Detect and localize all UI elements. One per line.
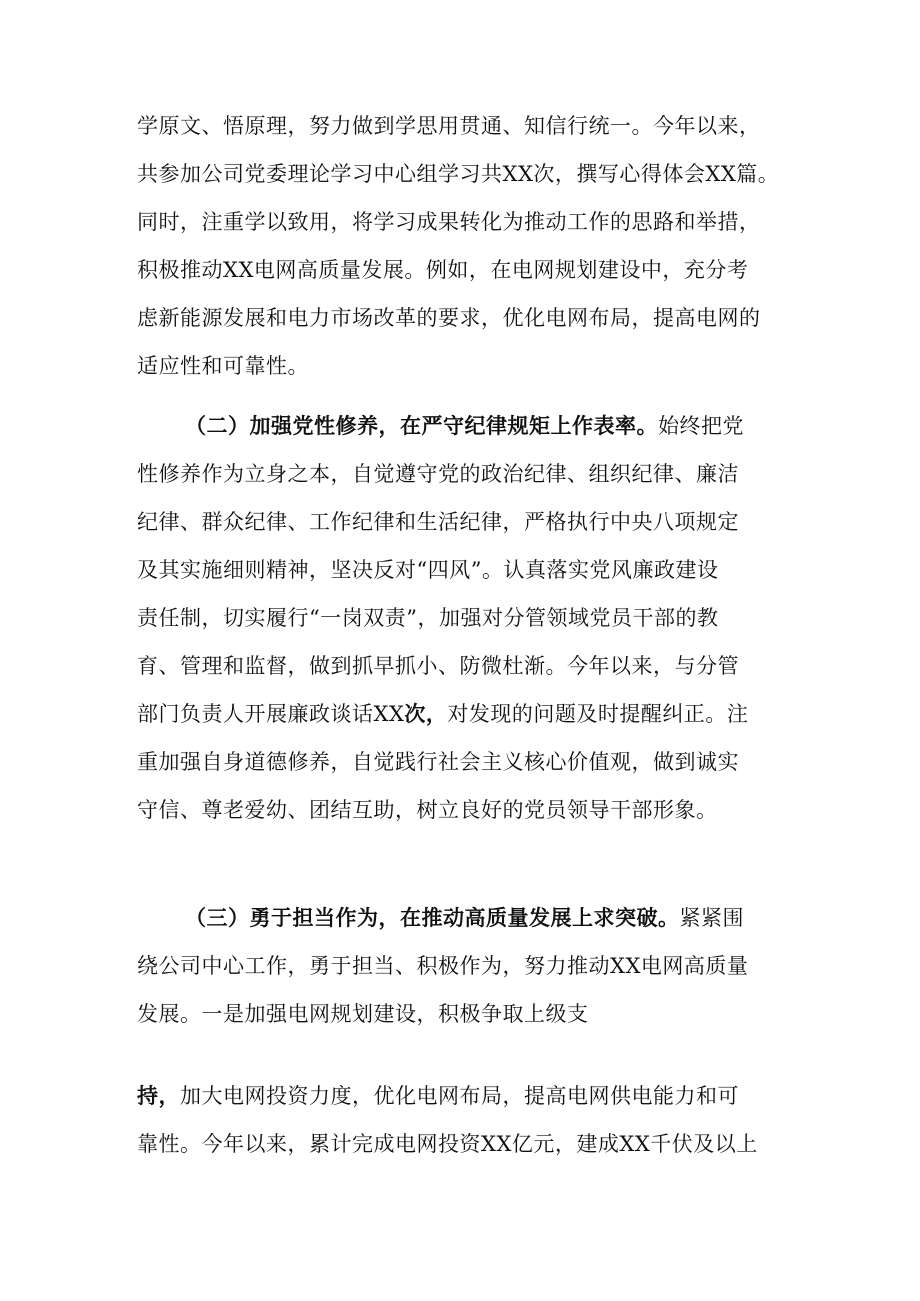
text-line: [137, 1072, 797, 1120]
section-heading: （二）加强党性修养，在严守纪律规矩上作表率。: [185, 413, 658, 438]
text-line: 发展。一是加强电网规划建设，积极争取上级支: [137, 1002, 589, 1026]
text-line: 积极推动XX电网高质量发展。例如，在电网规划建设中，充分考: [137, 258, 749, 282]
text-line: 虑新能源发展和电力市场改革的要求，优化电网布局，提高电网的: [137, 306, 761, 330]
paragraph-3: [137, 894, 797, 1038]
text-line: 及其实施细则精神，坚决反对“四风”。认真落实党风廉政建设: [137, 558, 719, 582]
text-line: [137, 894, 797, 942]
paragraph-4: [137, 1072, 797, 1168]
paragraph-1: [137, 102, 797, 390]
text-line: [137, 402, 797, 450]
text-line: 绕公司中心工作，勇于担当、积极作为，努力推动XX电网高质量: [137, 954, 749, 978]
text-span: 部门负责人开展廉政谈话XX: [137, 702, 405, 726]
text-line: 育、管理和监督，做到抓早抓小、防微杜渐。今年以来，与分管: [137, 654, 739, 678]
text-span: 对发现的问题及时提醒纠正。注: [447, 702, 749, 726]
section-heading: （三）勇于担当作为，在推动高质量发展上求突破。: [185, 905, 680, 930]
paragraph-2: [137, 402, 797, 834]
text-line: 重加强自身道德修养，自觉践行社会主义核心价值观，做到诚实: [137, 750, 739, 774]
bold-span: 持，: [137, 1083, 180, 1108]
text-span: 加大电网投资力度，优化电网布局，提高电网供电能力和可: [180, 1084, 739, 1108]
text-line: 共参加公司党委理论学习中心组学习共XX次，撰写心得体会XX篇。: [137, 162, 780, 186]
text-span: 始终把党: [658, 414, 744, 438]
text-line: 同时，注重学以致用，将学习成果转化为推动工作的思路和举措，: [137, 210, 761, 234]
text-line: [137, 690, 797, 738]
text-line: 靠性。今年以来，累计完成电网投资XX亿元，建成XX千伏及以上: [137, 1132, 758, 1156]
text-line: 守信、尊老爱幼、团结互助，树立良好的党员领导干部形象。: [137, 798, 718, 822]
text-line: 学原文、悟原理，努力做到学思用贯通、知信行统一。今年以来，: [137, 114, 761, 138]
text-line: 纪律、群众纪律、工作纪律和生活纪律，严格执行中央八项规定: [137, 510, 739, 534]
text-line: 适应性和可靠性。: [137, 354, 309, 378]
bold-span: 次，: [404, 701, 448, 726]
text-line: 性修养作为立身之本，自觉遵守党的政治纪律、组织纪律、廉洁: [137, 462, 739, 486]
text-line: 责任制，切实履行“一岗双责”，加强对分管领域党员干部的教: [137, 606, 719, 630]
text-span: 紧紧围: [679, 906, 744, 930]
